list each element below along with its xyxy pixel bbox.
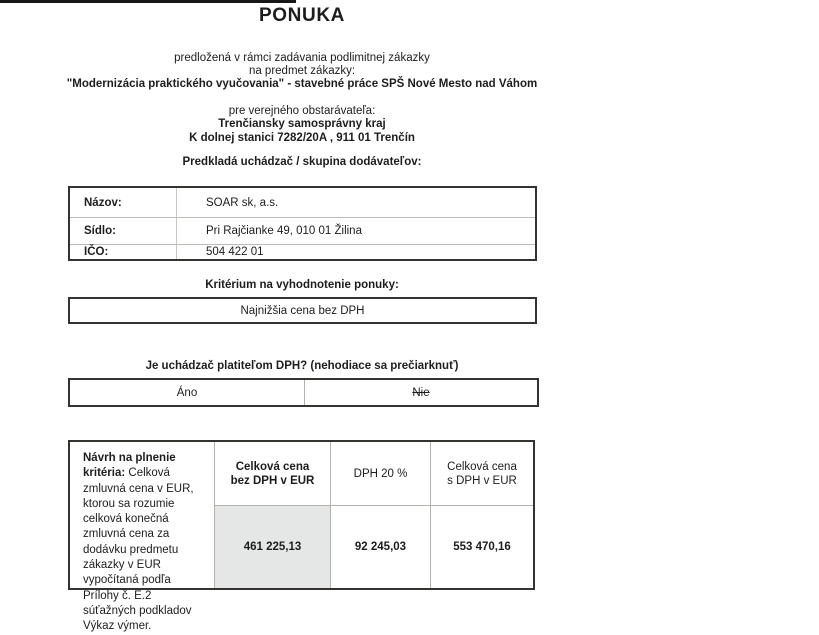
criteria-description-title: Návrh na plnenie kritéria: (83, 452, 176, 480)
contracting-authority-address: K dolnej stanici 7282/20A , 911 01 Trenčín (189, 132, 415, 144)
table-row (70, 244, 535, 259)
gross-price-header-line1: Celková cena (447, 460, 517, 473)
net-total-value-cell (215, 505, 331, 588)
table-row (70, 217, 535, 244)
bidder-address-value: Pri Rajčianke 49, 010 01 Žilina (206, 225, 362, 237)
vat-question: Je uchádzač platiteľom DPH? (nehodiace sa prečiarknuť) (145, 360, 459, 372)
gross-total-value-cell (431, 505, 533, 588)
bidder-section-heading: Predkladá uchádzač / skupina dodávateľov: (182, 156, 422, 168)
net-price-header-line2: bez DPH v EUR (230, 474, 315, 487)
vat-total-value-cell (331, 505, 431, 588)
net-total-value: 461 225,13 (243, 541, 302, 553)
page-title: PONUKA (259, 5, 345, 26)
bidder-name-label: Názov: (70, 188, 177, 217)
vat-yes-no-table (68, 378, 539, 407)
vat-rate-header (331, 442, 431, 505)
vat-yes-label: Áno (176, 386, 198, 399)
intro-line-1: predložená v rámci zadávania podlimitnej zákazky (174, 52, 430, 64)
table-row (70, 188, 535, 217)
vat-no-cell (305, 380, 537, 405)
bidder-name-value: SOAR sk, a.s. (206, 196, 279, 209)
net-price-header (215, 442, 331, 505)
contracting-authority-name: Trenčiansky samosprávny kraj (218, 118, 386, 130)
gross-price-header-line2: s DPH v EUR (447, 474, 517, 487)
contracting-authority-label: pre verejného obstarávateľa: (228, 105, 376, 117)
intro-line-2: na predmet zákazky: (248, 65, 356, 77)
bidder-info-table (68, 186, 537, 261)
criterion-value: Najnižšia cena bez DPH (240, 304, 365, 317)
criteria-description-text: Celková zmluvná cena v EUR, ktorou sa rozumie celková konečná zmluvná cena za dodávku predmetu zákazky v EUR vypočítaná podľa Prílohy č. E.2 súťažných podkladov Výkaz výmer. (83, 467, 194, 633)
vat-total-value: 92 245,03 (354, 541, 407, 553)
bidder-ico-value: 504 422 01 (206, 246, 264, 258)
vat-rate-header-label: DPH 20 % (353, 467, 408, 480)
bidder-address-label: Sídlo: (70, 218, 177, 244)
gross-total-value: 553 470,16 (453, 541, 511, 553)
net-price-header-line1: Celková cena (235, 460, 310, 473)
price-proposal-table (68, 440, 535, 633)
criteria-description-cell (70, 442, 215, 633)
vat-no-label-struck: Nie (412, 386, 430, 399)
vat-yes-cell (70, 380, 305, 405)
criterion-heading: Kritérium na vyhodnotenie ponuky: (205, 279, 399, 291)
gross-price-header (431, 442, 533, 505)
criterion-value-box (68, 297, 537, 324)
bidder-ico-label: IČO: (70, 245, 177, 259)
contract-subject: "Modernizácia praktického vyučovania" - stavebné práce SPŠ Nové Mesto nad Váhom (66, 78, 538, 90)
scan-artifact-bar (0, 0, 296, 3)
